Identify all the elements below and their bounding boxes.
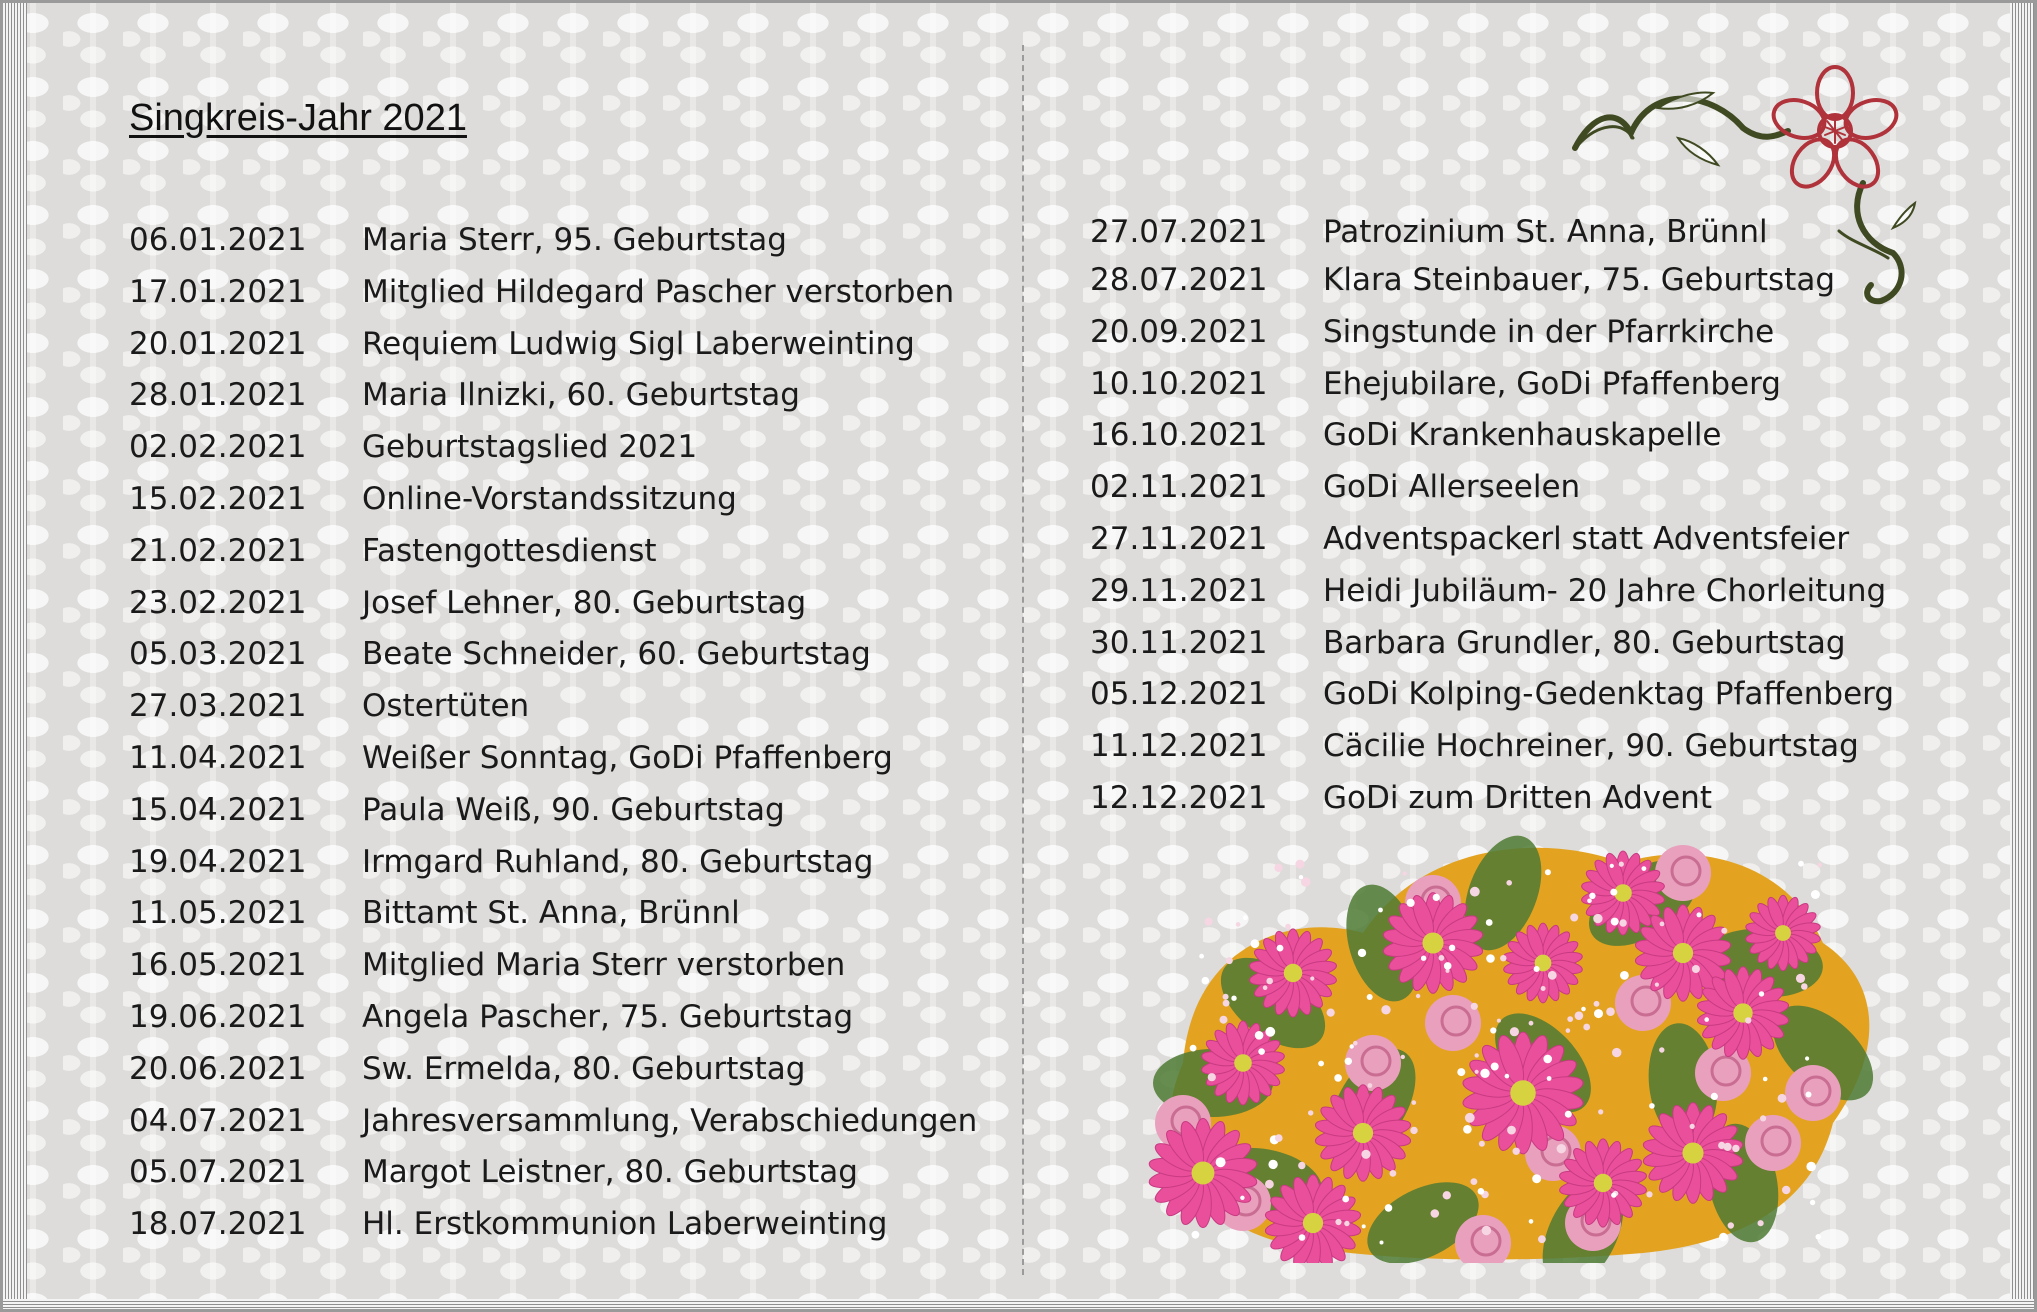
bouquet-gypsophila bbox=[1465, 1113, 1475, 1123]
event-date: 11.05.2021 bbox=[129, 895, 307, 932]
bouquet-gypsophila bbox=[1490, 1027, 1496, 1033]
bouquet-gypsophila bbox=[1342, 1196, 1349, 1203]
bouquet-gypsophila bbox=[1471, 1178, 1478, 1185]
bouquet-gypsophila bbox=[1811, 890, 1820, 899]
bouquet-gypsophila bbox=[1475, 1053, 1479, 1057]
bouquet-gypsophila bbox=[1431, 1209, 1440, 1218]
bouquet-gypsophila bbox=[1541, 986, 1546, 991]
event-description: Heidi Jubiläum- 20 Jahre Chorleitung bbox=[1323, 572, 1887, 609]
bouquet-gypsophila bbox=[1728, 1222, 1734, 1228]
bouquet-gypsophila bbox=[1545, 869, 1551, 875]
bouquet-gypsophila bbox=[1760, 1115, 1766, 1121]
list-item bbox=[129, 422, 977, 474]
event-date: 28.07.2021 bbox=[1090, 262, 1268, 298]
bouquet-gypsophila bbox=[1192, 1231, 1200, 1239]
event-description: Ostertüten bbox=[362, 688, 530, 725]
event-description: Paula Weiß, 90. Geburtstag bbox=[362, 791, 785, 828]
bouquet-gypsophila bbox=[1463, 1125, 1472, 1134]
bouquet-gypsophila bbox=[1236, 922, 1241, 927]
bouquet-gypsophila bbox=[1486, 919, 1493, 926]
bouquet-gypsophila bbox=[1619, 862, 1624, 867]
bouquet-gypsophila bbox=[1202, 977, 1210, 985]
bouquet-gypsophila bbox=[1308, 1110, 1313, 1115]
bouquet-gypsophila bbox=[1402, 871, 1406, 875]
bouquet-gypsophila bbox=[1367, 994, 1373, 1000]
event-date: 11.12.2021 bbox=[1090, 728, 1268, 765]
bouquet-gypsophila bbox=[1719, 1233, 1728, 1242]
bouquet-gypsophila bbox=[1251, 939, 1260, 948]
bouquet-gypsophila bbox=[1443, 1191, 1451, 1199]
bouquet-gypsophila bbox=[1505, 1074, 1510, 1079]
bouquet-gypsophila bbox=[1575, 1011, 1584, 1020]
bouquet-gypsophila bbox=[1439, 955, 1445, 961]
event-date: 21.02.2021 bbox=[129, 532, 307, 569]
bouquet-gypsophila bbox=[1361, 1150, 1370, 1159]
bouquet-gypsophila bbox=[1296, 860, 1305, 869]
bouquet-gypsophila bbox=[1190, 1045, 1197, 1052]
bouquet-gypsophila bbox=[1444, 962, 1452, 970]
flower-bouquet-image bbox=[1123, 823, 1903, 1263]
bouquet-gypsophila bbox=[1587, 899, 1592, 904]
list-item bbox=[1090, 566, 1894, 618]
event-date: 10.10.2021 bbox=[1090, 365, 1268, 402]
bouquet-gypsophila bbox=[1226, 957, 1233, 964]
event-description: Ehejubilare, GoDi Pfaffenberg bbox=[1323, 365, 1781, 402]
bouquet-gypsophila bbox=[1724, 1143, 1732, 1151]
bouquet-gypsophila bbox=[1223, 994, 1229, 1000]
bouquet-gypsophila bbox=[1220, 1016, 1228, 1024]
event-date: 05.12.2021 bbox=[1090, 676, 1268, 713]
list-item bbox=[1090, 410, 1894, 462]
bouquet-gypsophila bbox=[1471, 1003, 1478, 1010]
bouquet-gypsophila bbox=[1470, 887, 1480, 897]
bouquet-gypsophila bbox=[1759, 991, 1764, 996]
bouquet-gypsophila bbox=[1745, 1017, 1751, 1023]
event-date: 29.11.2021 bbox=[1090, 572, 1268, 609]
list-item bbox=[129, 837, 977, 889]
event-date: 23.02.2021 bbox=[129, 584, 307, 621]
event-description: GoDi Kolping-Gedenktag Pfaffenberg bbox=[1323, 676, 1895, 713]
bouquet-gypsophila bbox=[1258, 1048, 1265, 1055]
bouquet-gypsophila bbox=[1758, 1220, 1764, 1226]
bouquet-gypsophila bbox=[1581, 1007, 1586, 1012]
bouquet-gypsophila bbox=[1547, 1076, 1552, 1081]
event-description: Online-Vorstandssitzung bbox=[362, 480, 737, 517]
bouquet-gypsophila bbox=[1778, 1094, 1787, 1103]
list-item bbox=[129, 629, 977, 681]
event-date: 15.02.2021 bbox=[129, 480, 307, 517]
bouquet-gypsophila bbox=[1381, 1005, 1390, 1014]
bouquet-gypsophila bbox=[1692, 965, 1700, 973]
bouquet-gypsophila bbox=[1565, 1111, 1572, 1118]
list-item bbox=[129, 474, 977, 526]
event-description: Angela Pascher, 75. Geburtstag bbox=[362, 998, 854, 1035]
bouquet-gypsophila bbox=[1299, 1234, 1306, 1241]
bouquet-gypsophila bbox=[1358, 949, 1366, 957]
event-description: Geburtstagslied 2021 bbox=[362, 429, 698, 466]
event-date: 15.04.2021 bbox=[129, 791, 307, 828]
bouquet-gypsophila bbox=[1655, 983, 1659, 987]
event-description: Cäcilie Hochreiner, 90. Geburtstag bbox=[1323, 728, 1859, 765]
bouquet-gypsophila bbox=[1231, 996, 1236, 1001]
event-description: Mitglied Hildegard Pascher verstorben bbox=[362, 273, 955, 310]
list-item bbox=[1090, 618, 1894, 670]
list-item bbox=[129, 1199, 977, 1251]
bouquet-rose bbox=[1745, 1115, 1801, 1171]
bouquet-gypsophila bbox=[1816, 1234, 1822, 1240]
list-item bbox=[129, 526, 977, 578]
bouquet-gypsophila bbox=[1482, 1226, 1491, 1235]
bouquet-gypsophila bbox=[1500, 955, 1506, 961]
bouquet-gypsophila bbox=[1507, 1126, 1516, 1135]
bouquet-gypsophila bbox=[1344, 1221, 1349, 1226]
list-item bbox=[1090, 514, 1894, 566]
bouquet-gypsophila bbox=[1318, 1061, 1324, 1067]
list-item bbox=[1090, 773, 1894, 825]
bouquet-gypsophila bbox=[1659, 1047, 1664, 1052]
event-date: 11.04.2021 bbox=[129, 739, 307, 776]
bouquet-gypsophila bbox=[1817, 863, 1822, 868]
list-item bbox=[1090, 462, 1894, 514]
list-item bbox=[129, 1044, 977, 1096]
bouquet-gypsophila bbox=[1589, 893, 1595, 899]
list-item bbox=[129, 940, 977, 992]
list-item bbox=[129, 319, 977, 371]
event-description: Josef Lehner, 80. Geburtstag bbox=[362, 584, 807, 621]
list-item bbox=[129, 1147, 977, 1199]
event-description: Klara Steinbauer, 75. Geburtstag bbox=[1323, 262, 1835, 298]
bouquet-gypsophila bbox=[1412, 1100, 1417, 1105]
bouquet-gypsophila bbox=[1475, 1070, 1479, 1074]
bouquet-gypsophila bbox=[1410, 1127, 1417, 1134]
bouquet-gypsophila bbox=[1385, 1204, 1393, 1212]
list-item bbox=[129, 785, 977, 837]
bouquet-gypsophila bbox=[1497, 1019, 1501, 1023]
event-description: Hl. Erstkommunion Laberweinting bbox=[362, 1206, 888, 1243]
bouquet-gypsophila bbox=[1529, 1021, 1534, 1026]
event-date: 28.01.2021 bbox=[129, 377, 307, 414]
event-description: Sw. Ermelda, 80. Geburtstag bbox=[362, 1050, 806, 1087]
bouquet-gypsophila bbox=[1646, 1191, 1652, 1197]
list-item bbox=[129, 681, 977, 733]
bouquet-gypsophila bbox=[1805, 1056, 1809, 1060]
event-description: Bittamt St. Anna, Brünnl bbox=[362, 895, 740, 932]
bottom-page-edge bbox=[3, 1299, 2034, 1309]
bouquet-gypsophila bbox=[1266, 978, 1273, 985]
bouquet-gypsophila bbox=[1611, 1192, 1616, 1197]
bouquet-gypsophila bbox=[1690, 1124, 1695, 1129]
event-description: Beate Schneider, 60. Geburtstag bbox=[362, 636, 871, 673]
event-date: 20.01.2021 bbox=[129, 325, 307, 362]
bouquet-rose bbox=[1655, 845, 1711, 901]
bouquet-gypsophila bbox=[1433, 894, 1440, 901]
bouquet-gypsophila bbox=[1534, 966, 1540, 972]
bouquet-gypsophila bbox=[1350, 1044, 1354, 1048]
bouquet-gypsophila bbox=[1697, 912, 1702, 917]
bouquet-gypsophila bbox=[1611, 918, 1619, 926]
bouquet-gypsophila bbox=[1480, 1069, 1489, 1078]
event-description: Irmgard Ruhland, 80. Geburtstag bbox=[362, 843, 874, 880]
bouquet-gypsophila bbox=[1732, 1145, 1739, 1152]
bouquet-gypsophila bbox=[1506, 880, 1512, 886]
event-date: 27.11.2021 bbox=[1090, 520, 1268, 557]
event-description: Margot Leistner, 80. Geburtstag bbox=[362, 1154, 858, 1191]
event-description: Barbara Grundler, 80. Geburtstag bbox=[1323, 624, 1846, 661]
bouquet-gypsophila bbox=[1205, 918, 1213, 926]
bouquet-gypsophila bbox=[1619, 919, 1626, 926]
bouquet-gypsophila bbox=[1593, 914, 1602, 923]
bouquet-gypsophila bbox=[1594, 1009, 1603, 1018]
bouquet-gypsophila bbox=[1401, 1055, 1405, 1059]
event-list-left bbox=[129, 215, 977, 1251]
column-divider bbox=[1022, 45, 1024, 1275]
event-description: Mitglied Maria Sterr verstorben bbox=[362, 947, 846, 984]
bouquet-gypsophila bbox=[1208, 1073, 1216, 1081]
bouquet-gypsophila bbox=[1310, 976, 1314, 980]
bouquet-gypsophila bbox=[1610, 864, 1614, 868]
bouquet-gypsophila bbox=[1594, 1001, 1600, 1007]
bouquet-gypsophila bbox=[1298, 1162, 1305, 1169]
bouquet-gypsophila bbox=[1606, 1007, 1615, 1016]
list-item bbox=[129, 1096, 977, 1148]
event-description: GoDi Allerseelen bbox=[1323, 469, 1581, 506]
bouquet-gypsophila bbox=[1478, 1188, 1485, 1195]
event-date: 02.11.2021 bbox=[1090, 469, 1268, 506]
bouquet-gypsophila bbox=[1421, 956, 1426, 961]
list-item bbox=[129, 992, 977, 1044]
bouquet-gypsophila bbox=[1265, 1180, 1274, 1189]
event-date: 27.03.2021 bbox=[129, 688, 307, 725]
event-date: 27.07.2021 bbox=[1090, 214, 1268, 250]
event-date: 18.07.2021 bbox=[129, 1206, 307, 1243]
event-description: GoDi zum Dritten Advent bbox=[1323, 779, 1712, 816]
bouquet-gypsophila bbox=[1275, 1134, 1283, 1142]
bouquet-gypsophila bbox=[1327, 1009, 1335, 1017]
bouquet-gypsophila bbox=[1763, 1077, 1768, 1082]
bouquet-gypsophila bbox=[1368, 1083, 1373, 1088]
bouquet-gypsophila bbox=[1583, 1024, 1590, 1031]
bouquet-gypsophila bbox=[1529, 1219, 1534, 1224]
bouquet-gypsophila bbox=[1362, 1224, 1366, 1228]
bouquet-gypsophila bbox=[1566, 1028, 1571, 1033]
bouquet-gypsophila bbox=[1380, 1241, 1384, 1245]
bouquet-gypsophila bbox=[1479, 1141, 1485, 1147]
bouquet-gypsophila bbox=[1548, 971, 1557, 980]
event-date: 06.01.2021 bbox=[129, 222, 307, 258]
bouquet-gypsophila bbox=[1798, 861, 1804, 867]
bouquet-gypsophila bbox=[1620, 971, 1629, 980]
bouquet-gypsophila bbox=[1243, 915, 1248, 920]
bouquet-gypsophila bbox=[1299, 875, 1303, 879]
bouquet-gypsophila bbox=[1277, 945, 1284, 952]
event-date: 05.07.2021 bbox=[129, 1154, 307, 1191]
event-date: 04.07.2021 bbox=[129, 1102, 307, 1139]
bouquet-gypsophila bbox=[1268, 1160, 1277, 1169]
bouquet-gypsophila bbox=[1255, 1031, 1264, 1040]
bouquet-gypsophila bbox=[1449, 945, 1455, 951]
bouquet-gypsophila bbox=[1216, 1157, 1226, 1167]
bouquet-gypsophila bbox=[1390, 1170, 1397, 1177]
bouquet-gypsophila bbox=[1510, 1027, 1519, 1036]
bouquet-gypsophila bbox=[1612, 1048, 1621, 1057]
bouquet-gypsophila bbox=[1642, 866, 1647, 871]
bouquet-gypsophila bbox=[1543, 1055, 1552, 1064]
bouquet-gypsophila bbox=[1704, 1017, 1709, 1022]
bouquet-gypsophila bbox=[1660, 922, 1665, 927]
event-date: 05.03.2021 bbox=[129, 636, 307, 673]
event-description: Requiem Ludwig Sigl Laberweinting bbox=[362, 325, 915, 362]
bouquet-gypsophila bbox=[1274, 864, 1282, 872]
bouquet-gypsophila bbox=[1265, 1027, 1275, 1037]
event-description: Adventspackerl statt Adventsfeier bbox=[1323, 520, 1850, 557]
list-item bbox=[1090, 669, 1894, 721]
event-description: Jahresversammlung, Verabschiedungen bbox=[362, 1102, 978, 1139]
bouquet-gypsophila bbox=[1810, 1200, 1815, 1205]
bouquet-gypsophila bbox=[1806, 1092, 1812, 1098]
list-item bbox=[129, 370, 977, 422]
event-description: Maria Sterr, 95. Geburtstag bbox=[362, 222, 787, 258]
bouquet-gypsophila bbox=[1223, 1000, 1230, 1007]
list-item bbox=[129, 267, 977, 319]
bouquet-gypsophila bbox=[1416, 994, 1420, 998]
bouquet-gypsophila bbox=[1570, 914, 1578, 922]
event-date: 20.09.2021 bbox=[1090, 313, 1268, 350]
bouquet-rose bbox=[1785, 1065, 1841, 1121]
bouquet-gypsophila bbox=[1649, 1103, 1655, 1109]
bouquet-gypsophila bbox=[1796, 974, 1805, 983]
bouquet-gypsophila bbox=[1721, 928, 1727, 934]
bouquet-gypsophila bbox=[1353, 1041, 1358, 1046]
event-description: Maria Ilnizki, 60. Geburtstag bbox=[362, 377, 800, 414]
list-item bbox=[1090, 721, 1894, 773]
bouquet-gypsophila bbox=[1407, 899, 1415, 907]
bouquet-gypsophila bbox=[1532, 1174, 1541, 1183]
bouquet-gypsophila bbox=[1335, 1219, 1341, 1225]
bouquet-gypsophila bbox=[1491, 1063, 1499, 1071]
bouquet-gypsophila bbox=[1263, 985, 1268, 990]
event-description: Weißer Sonntag, GoDi Pfaffenberg bbox=[362, 739, 893, 776]
bouquet-gypsophila bbox=[1538, 1235, 1546, 1243]
event-description: Fastengottesdienst bbox=[362, 532, 657, 569]
event-date: 02.02.2021 bbox=[129, 429, 307, 466]
bouquet-gypsophila bbox=[1598, 1109, 1603, 1114]
event-description: Singstunde in der Pfarrkirche bbox=[1323, 313, 1775, 350]
list-item bbox=[129, 733, 977, 785]
list-item bbox=[129, 888, 977, 940]
bouquet-gypsophila bbox=[1513, 1148, 1520, 1155]
bouquet-gypsophila bbox=[1334, 1074, 1342, 1082]
bouquet-gypsophila bbox=[1486, 954, 1495, 963]
list-item bbox=[1090, 359, 1894, 411]
bouquet-gypsophila bbox=[1240, 1196, 1244, 1200]
bouquet-gypsophila bbox=[1457, 1068, 1465, 1076]
list-item bbox=[129, 578, 977, 630]
bouquet-gypsophila bbox=[1801, 983, 1808, 990]
event-date: 30.11.2021 bbox=[1090, 624, 1268, 661]
event-date: 16.05.2021 bbox=[129, 947, 307, 984]
bouquet-gypsophila bbox=[1806, 1162, 1816, 1172]
event-date: 12.12.2021 bbox=[1090, 779, 1268, 816]
event-date: 19.06.2021 bbox=[129, 998, 307, 1035]
event-description: Patrozinium St. Anna, Brünnl bbox=[1323, 214, 1768, 250]
event-date: 17.01.2021 bbox=[129, 273, 307, 310]
bouquet-gypsophila bbox=[1378, 908, 1383, 913]
event-description: GoDi Krankenhauskapelle bbox=[1323, 417, 1722, 454]
event-date: 16.10.2021 bbox=[1090, 417, 1268, 454]
left-page-edge bbox=[3, 3, 27, 1309]
bouquet-gypsophila bbox=[1711, 1093, 1718, 1100]
flower-ornament-icon bbox=[1563, 53, 1923, 333]
bouquet-gypsophila bbox=[1345, 1058, 1352, 1065]
bouquet-gypsophila bbox=[1567, 1016, 1573, 1022]
bouquet-gypsophila bbox=[1285, 924, 1291, 930]
bouquet-gypsophila bbox=[1557, 1144, 1566, 1153]
bouquet-gypsophila bbox=[1610, 889, 1617, 896]
right-page-edge bbox=[2010, 3, 2034, 1309]
list-item bbox=[129, 215, 977, 267]
bouquet-gypsophila bbox=[1199, 954, 1204, 959]
page-title: Singkreis-Jahr 2021 bbox=[129, 97, 467, 139]
event-date: 20.06.2021 bbox=[129, 1050, 307, 1087]
event-date: 19.04.2021 bbox=[129, 843, 307, 880]
bouquet-gypsophila bbox=[1782, 1186, 1790, 1194]
